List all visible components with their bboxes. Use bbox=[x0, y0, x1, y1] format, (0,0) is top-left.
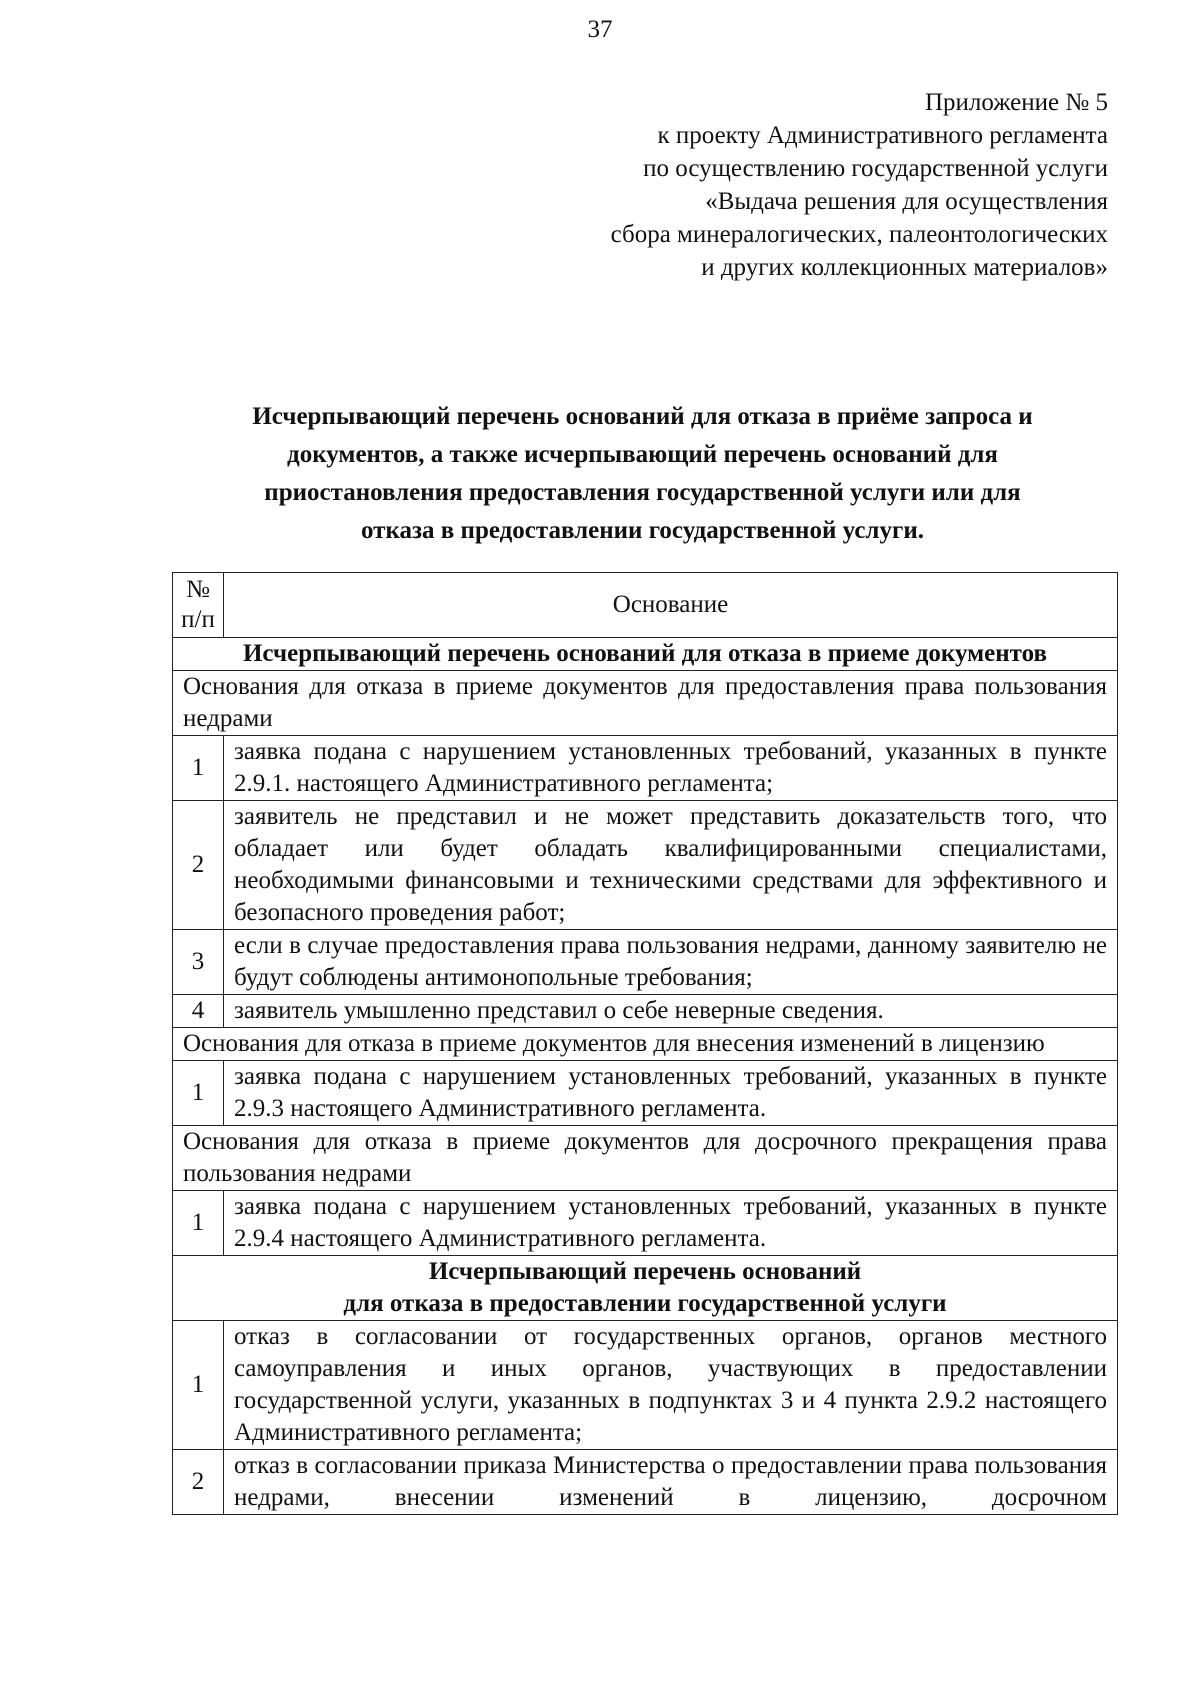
item-text: заявка подана с нарушением установленных требований, указанных в пункте 2.9.4 настоящего Административного регламента. bbox=[224, 1191, 1118, 1256]
header-number-cell bbox=[173, 573, 224, 638]
item-text: если в случае предоставления права пользования недрами, данному заявителю не будут соблюдены антимонопольные требования; bbox=[224, 930, 1118, 995]
item-text: заявка подана с нарушением установленных требований, указанных в пункте 2.9.1. настоящего Административного регламента; bbox=[224, 736, 1118, 801]
item-number: 4 bbox=[173, 995, 224, 1028]
appendix-line: и других коллекционных материалов» bbox=[701, 254, 1108, 281]
section-title-line: Исчерпывающий перечень оснований bbox=[428, 1258, 862, 1285]
item-number: 1 bbox=[173, 1061, 224, 1126]
section-title-line: для отказа в предоставлении государственной услуги bbox=[343, 1290, 947, 1317]
group-title-subsoil-right: Основания для отказа в приеме документов для предоставления права пользования недрами bbox=[173, 671, 1118, 736]
item-number: 1 bbox=[173, 736, 224, 801]
section-row bbox=[173, 1256, 1118, 1321]
table-row bbox=[173, 736, 1118, 801]
section-title-refusal-acceptance: Исчерпывающий перечень оснований для отказа в приеме документов bbox=[173, 638, 1118, 671]
item-text: заявитель умышленно представил о себе неверные сведения. bbox=[224, 995, 1118, 1028]
item-text: отказ в согласовании от государственных органов, органов местного самоуправления и иных органов, участвующих в предоставлении государственной услуги, указанных в подпунктах 3 и 4 пункта 2.9.2 настоящего Административного регламента; bbox=[224, 1321, 1118, 1450]
title-line: отказа в предоставлении государственной услуги. bbox=[361, 517, 924, 544]
appendix-line: по осуществлению государственной услуги bbox=[643, 155, 1108, 182]
item-text: заявитель не представил и не может представить доказательств того, что обладает или будет обладать квалифицированными специалистами, необходимыми финансовыми и техническими средствами для эффективного и безопасного проведения работ; bbox=[224, 801, 1118, 930]
appendix-line: сбора минералогических, палеонтологических bbox=[610, 221, 1108, 248]
table-row bbox=[173, 1450, 1118, 1515]
document-title bbox=[170, 398, 1115, 550]
appendix-line: «Выдача решения для осуществления bbox=[705, 188, 1108, 215]
page-number: 37 bbox=[587, 16, 613, 43]
item-text-fragment: отказ в согласовании приказа Министерства о предоставлении права пользования недрами, внесении изменений в лицензию, досрочном bbox=[234, 1452, 1107, 1511]
group-row bbox=[173, 1028, 1118, 1061]
table-row bbox=[173, 995, 1118, 1028]
table-row bbox=[173, 1061, 1118, 1126]
section-row bbox=[173, 638, 1118, 671]
title-line: Исчерпывающий перечень оснований для отказа в приёме запроса и bbox=[252, 403, 1033, 430]
table-row bbox=[173, 930, 1118, 995]
item-number: 3 bbox=[173, 930, 224, 995]
appendix-line: к проекту Административного регламента bbox=[657, 122, 1108, 149]
header-number-abbrev: п/п bbox=[181, 606, 215, 633]
item-number: 2 bbox=[173, 801, 224, 930]
grounds-table bbox=[172, 572, 1118, 1515]
table-row bbox=[173, 801, 1118, 930]
section-title-refusal-service bbox=[173, 1256, 1118, 1321]
title-line: приостановления предоставления государственной услуги или для bbox=[264, 479, 1021, 506]
table-row bbox=[173, 1191, 1118, 1256]
group-title-license-changes: Основания для отказа в приеме документов для внесения изменений в лицензию bbox=[173, 1028, 1118, 1061]
header-basis-cell: Основание bbox=[224, 573, 1118, 638]
title-line: документов, а также исчерпывающий перечень оснований для bbox=[287, 441, 998, 468]
appendix-line: Приложение № 5 bbox=[924, 89, 1108, 116]
item-text: заявка подана с нарушением установленных требований, указанных в пункте 2.9.3 настоящего Административного регламента. bbox=[224, 1061, 1118, 1126]
item-text-continued bbox=[224, 1450, 1118, 1515]
header-number-symbol: № bbox=[186, 576, 210, 603]
item-number: 1 bbox=[173, 1191, 224, 1256]
item-number: 1 bbox=[173, 1321, 224, 1450]
table-header-row bbox=[173, 573, 1118, 638]
table-row bbox=[173, 1321, 1118, 1450]
appendix-block bbox=[611, 86, 1108, 284]
group-row bbox=[173, 671, 1118, 736]
group-row bbox=[173, 1126, 1118, 1191]
group-title-early-termination: Основания для отказа в приеме документов для досрочного прекращения права пользования недрами bbox=[173, 1126, 1118, 1191]
item-number: 2 bbox=[173, 1450, 224, 1515]
